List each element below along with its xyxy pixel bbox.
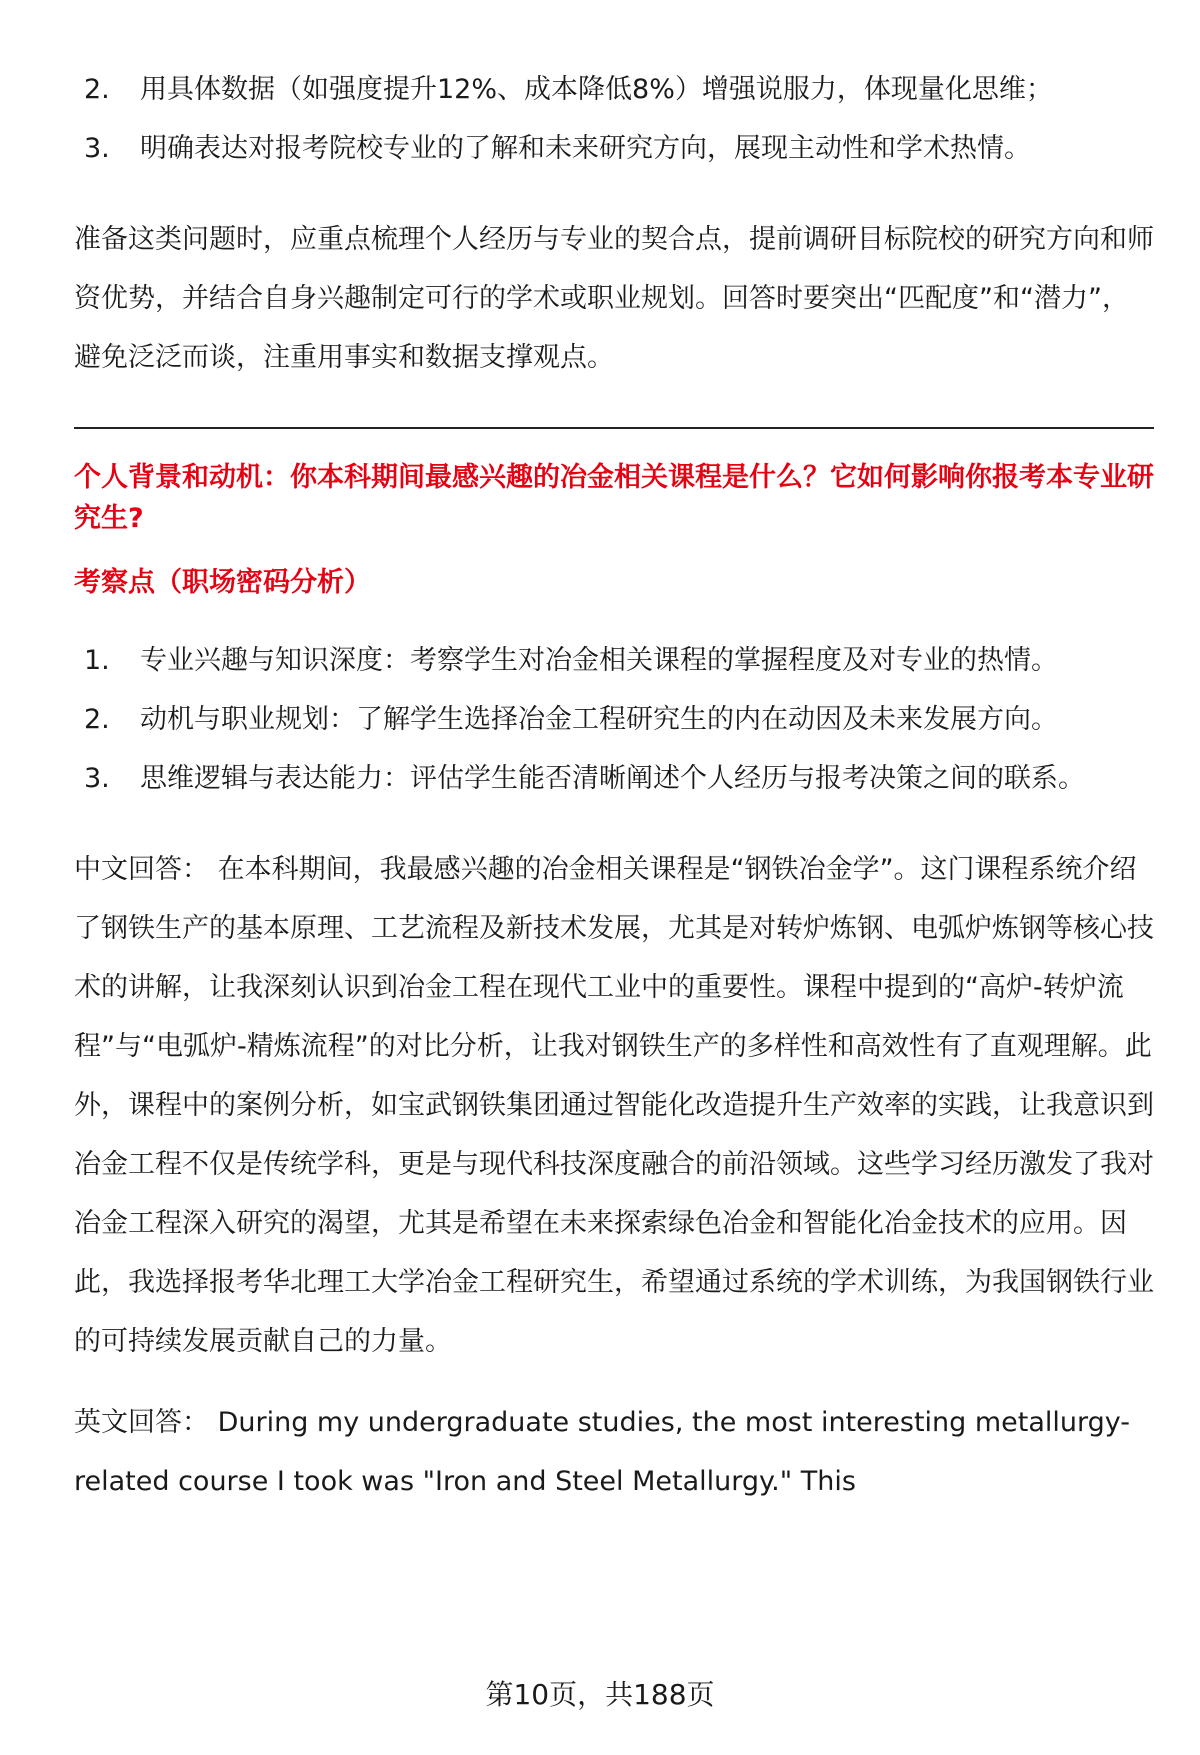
top-list [74, 60, 1154, 178]
list-text: 明确表达对报考院校专业的了解和未来研究方向，展现主动性和学术热情。 [140, 133, 1031, 164]
list-number: 2. [84, 74, 110, 105]
list-number: 2. [84, 704, 110, 735]
list-text: 动机与职业规划：了解学生选择冶金工程研究生的内在动因及未来发展方向。 [140, 704, 1058, 735]
english-answer: 英文回答： During my undergraduate studies, the most interesting metallurgy-related course I took was "Iron and Steel Metallurgy." This [74, 1407, 1131, 1497]
page-content [74, 60, 1154, 1511]
list-item [74, 690, 1154, 749]
list-text: 专业兴趣与知识深度：考察学生对冶金相关课程的掌握程度及对专业的热情。 [140, 645, 1058, 676]
list-item [74, 60, 1154, 119]
points-list [74, 631, 1154, 808]
list-item [74, 119, 1154, 178]
list-text: 思维逻辑与表达能力：评估学生能否清晰阐述个人经历与报考决策之间的联系。 [140, 763, 1085, 794]
section-divider [74, 427, 1154, 429]
question-title: 个人背景和动机：你本科期间最感兴趣的冶金相关课程是什么？它如何影响你报考本专业研究生? [74, 462, 1154, 534]
chinese-answer: 中文回答： 在本科期间，我最感兴趣的冶金相关课程是“钢铁冶金学”。这门课程系统介绍了钢铁生产的基本原理、工艺流程及新技术发展，尤其是对转炉炼钢、电弧炉炼钢等核心技术的讲解，让我深刻认识到冶金工程在现代工业中的重要性。课程中提到的“高炉-转炉流程”与“电弧炉-精炼流程”的对比分析，让我对钢铁生产的多样性和高效性有了直观理解。此外，课程中的案例分析，如宝武钢铁集团通过智能化改造提升生产效率的实践，让我意识到冶金工程不仅是传统学科，更是与现代科技深度融合的前沿领域。这些学习经历激发了我对冶金工程深入研究的渴望，尤其是希望在未来探索绿色冶金和智能化冶金技术的应用。因此，我选择报考华北理工大学冶金工程研究生，希望通过系统的学术训练，为我国钢铁行业的可持续发展贡献自己的力量。 [74, 854, 1154, 1357]
list-item [74, 631, 1154, 690]
list-number: 3. [84, 133, 110, 164]
prep-paragraph: 准备这类问题时，应重点梳理个人经历与专业的契合点，提前调研目标院校的研究方向和师资优势，并结合自身兴趣制定可行的学术或职业规划。回答时要突出“匹配度”和“潜力”，避免泛泛而谈，注重用事实和数据支撑观点。 [74, 224, 1154, 373]
list-text: 用具体数据（如强度提升12%、成本降低8%）增强说服力，体现量化思维； [140, 74, 1053, 105]
list-number: 1. [84, 645, 110, 676]
list-number: 3. [84, 763, 110, 794]
page-footer: 第10页，共188页 [485, 1678, 715, 1711]
question-subtitle: 考察点（职场密码分析） [74, 567, 371, 598]
list-item [74, 749, 1154, 808]
